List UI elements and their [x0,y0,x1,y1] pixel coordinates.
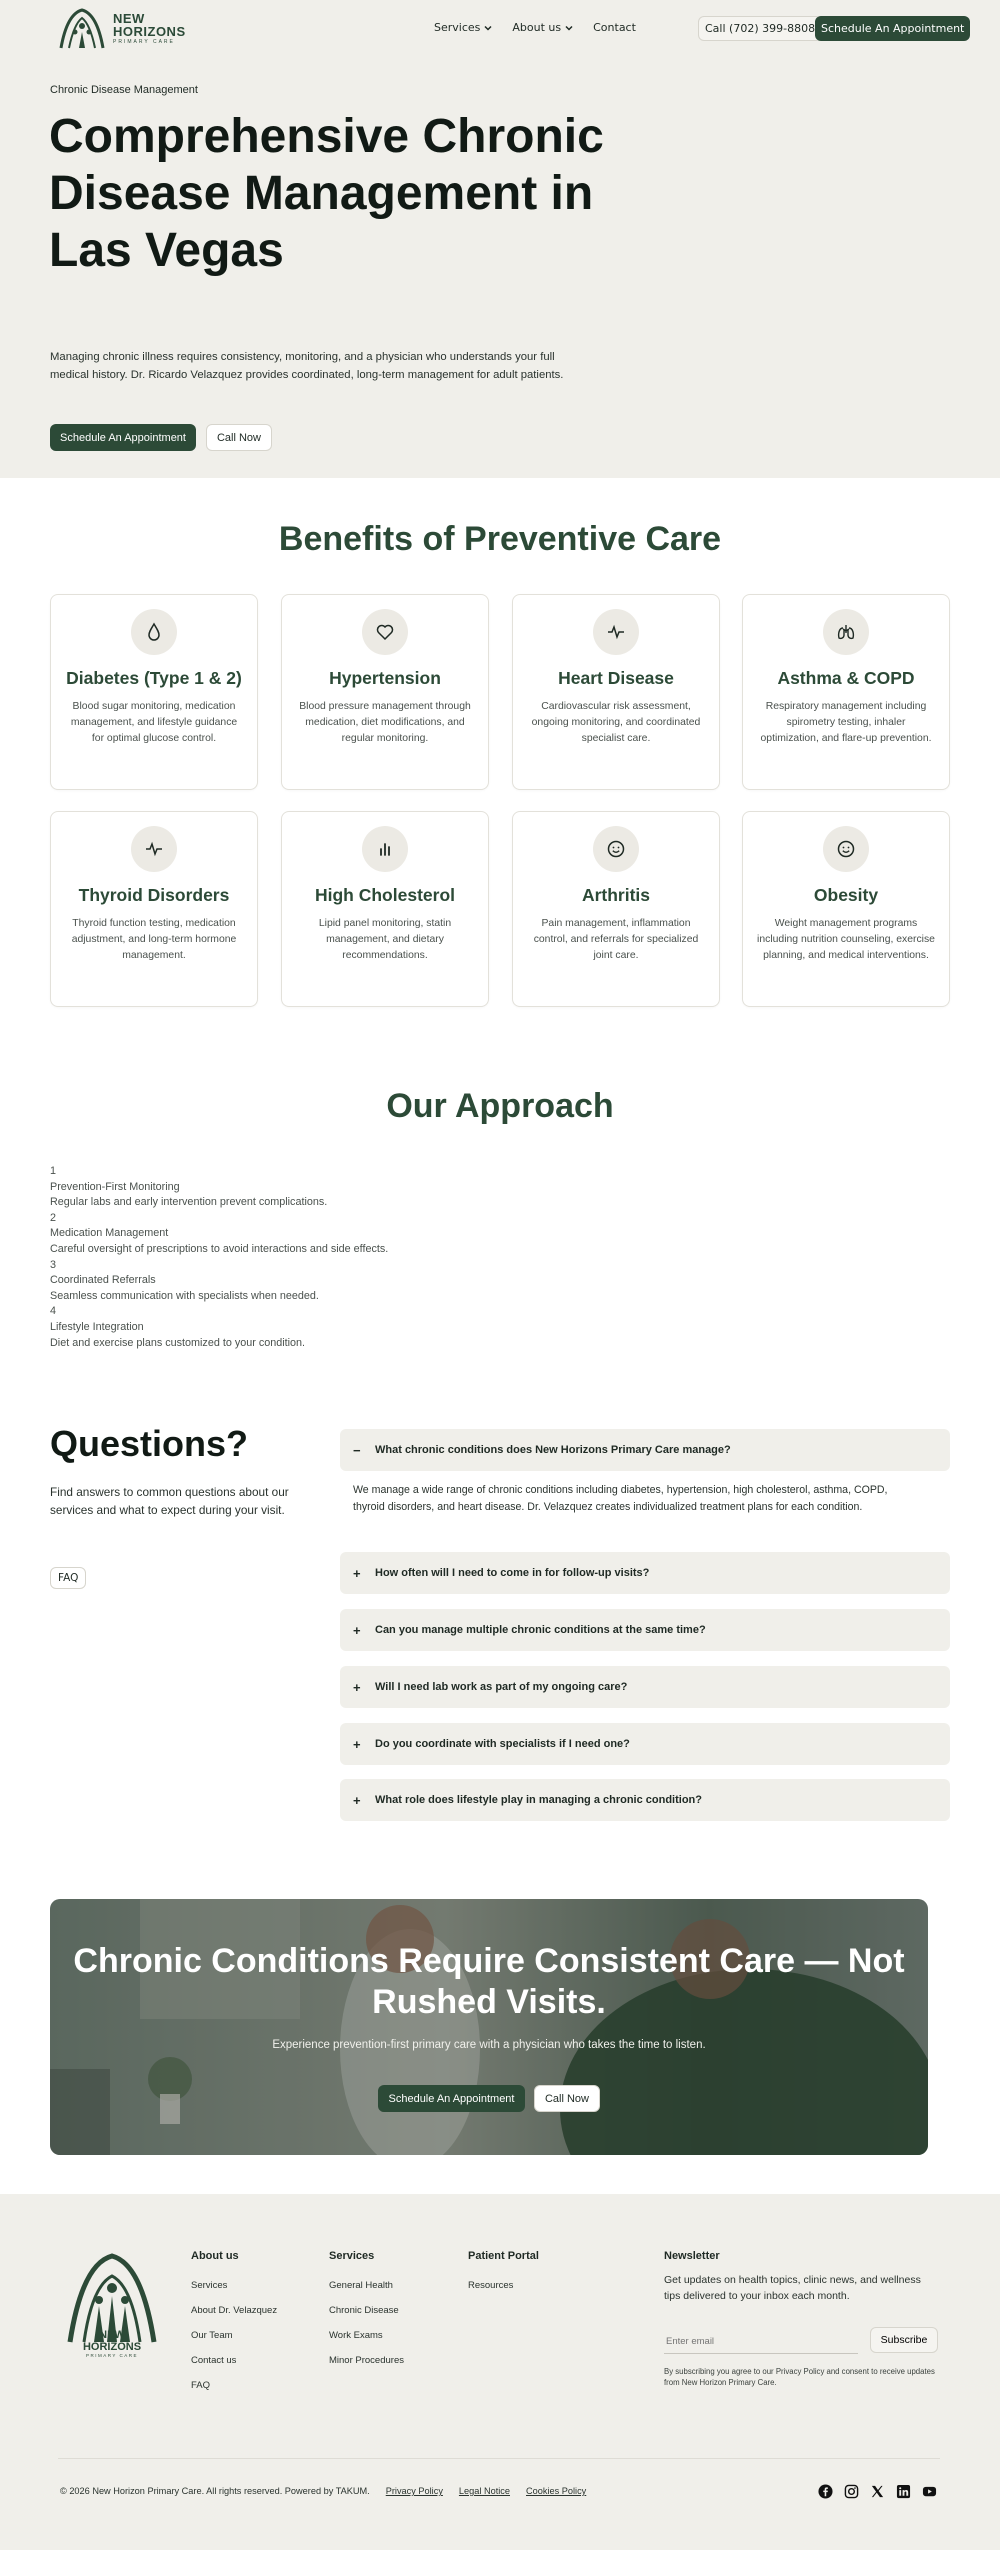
card-title: Hypertension [329,668,441,688]
footer-column-patient-portal [468,2250,539,2305]
schedule-appointment-button[interactable]: Schedule An Appointment [815,16,970,41]
legal-notice-link[interactable]: Legal Notice [458,2486,510,2496]
step-description: Diet and exercise plans customized to your condition. [50,1336,306,1349]
logo-wordmark [64,2328,160,2358]
step-title: Prevention-First Monitoring [50,1180,180,1193]
benefit-card-heart-disease [512,594,720,790]
faq-answer: We manage a wide range of chronic conditions including diabetes, hypertension, high cholesterol, asthma, COPD, thyroid disorders, and heart disease. Dr. Velazquez creates individualized treatment plans for each condition. [353,1484,888,1513]
page-title: Comprehensive Chronic Disease Management in Las Vegas [49,110,604,277]
newsletter-title: Newsletter [664,2250,720,2262]
x-icon[interactable] [870,2484,885,2499]
faq-question[interactable] [340,1552,950,1594]
bar-chart-icon [362,826,408,872]
footer-column-heading: Patient Portal [468,2250,539,2262]
step-title: Lifestyle Integration [50,1320,144,1333]
banner-subtitle: Experience prevention-first primary care with a physician who takes the time to listen. [272,2039,706,2051]
footer-link[interactable]: Resources [468,2280,514,2291]
plus-icon: + [353,1622,361,1638]
faq-tag: FAQ [50,1567,86,1589]
social-links [818,2484,937,2499]
benefit-card-cholesterol [281,811,489,1007]
logo-line2: HORIZONS [113,23,186,39]
faq-question-text: How often will I need to come in for follow-up visits? [375,1567,650,1579]
approach-list [50,1164,388,1351]
plus-icon: + [353,1736,361,1752]
subscribe-button[interactable]: Subscribe [870,2327,938,2353]
faq-question-text: Will I need lab work as part of my ongoing care? [375,1681,628,1693]
faq-question[interactable] [340,1779,950,1821]
footer-logo-line3: PRIMARY CARE [85,2353,139,2358]
footer-link[interactable]: Contact us [191,2355,237,2366]
footer-column-about [191,2250,277,2405]
card-title: Arthritis [581,885,651,905]
footer-logo-line1: NEW [99,2329,125,2341]
card-title: High Cholesterol [314,885,455,905]
logo[interactable] [57,6,186,50]
banner-background-image [50,1899,928,2155]
site-footer [0,2194,1000,2550]
footer-link[interactable]: Services [191,2280,228,2291]
nav-about-label: About us [512,21,562,34]
footer-logo[interactable] [64,2250,160,2364]
step-number: 1 [50,1165,57,1177]
footer-link[interactable]: Chronic Disease [329,2305,399,2316]
minus-icon: − [353,1442,361,1458]
footer-link[interactable]: About Dr. Velazquez [191,2305,278,2316]
card-description: Cardiovascular risk assessment, ongoing monitoring, and coordinated specialist care. [531,701,701,744]
nav-services[interactable] [434,21,492,34]
copyright-text: © 2026 New Horizon Primary Care. All rights reserved. Powered by TAKUM. [60,2486,370,2496]
hero-schedule-button[interactable]: Schedule An Appointment [50,424,196,451]
faq-question-open[interactable] [340,1429,950,1471]
plus-icon: + [353,1565,361,1581]
smile-icon [823,826,869,872]
youtube-icon[interactable] [922,2484,937,2499]
footer-bottom-bar [60,2486,586,2496]
step-number: 4 [50,1305,57,1318]
step-title: Medication Management [50,1227,169,1240]
faq-question-text: What role does lifestyle play in managing a chronic condition? [375,1794,702,1806]
site-header [0,0,1000,56]
card-description: Blood sugar monitoring, medication management, and lifestyle guidance for optimal glucose control. [70,701,238,744]
card-description: Weight management programs including nutrition counseling, exercise planning, and medical interventions. [757,918,935,961]
newsletter-email-input[interactable] [664,2330,858,2354]
hero-description: Managing chronic illness requires consistency, monitoring, and a physician who understands your full medical history. Dr. Ricardo Velazquez provides coordinated, long-term management for adult patients. [50,351,564,381]
cookies-policy-link[interactable]: Cookies Policy [526,2486,587,2496]
facebook-icon[interactable] [818,2484,833,2499]
banner-title: Chronic Conditions Require Consistent Care — Not Rushed Visits. [73,1942,905,2021]
footer-logo-line2: HORIZONS [82,2341,142,2353]
chevron-down-icon [565,24,573,32]
benefit-card-diabetes [50,594,258,790]
newsletter-description: Get updates on health topics, clinic news, and wellness tips delivered to your inbox each month. [664,2274,921,2302]
logo-line1: NEW [113,10,145,26]
footer-link[interactable]: FAQ [191,2380,211,2391]
benefit-card-arthritis [512,811,720,1007]
step-title: Coordinated Referrals [50,1274,156,1287]
logo-icon [57,6,107,50]
nav-contact[interactable]: Contact [593,21,636,34]
footer-link[interactable]: General Health [329,2280,393,2291]
smile-icon [593,826,639,872]
droplet-icon [131,609,177,655]
footer-column-heading: About us [191,2250,239,2262]
hero-section [0,56,1000,478]
call-phone-button[interactable]: Call (702) 399-8808 [698,16,822,41]
hero-eyebrow: Chronic Disease Management [50,84,198,96]
pulse-icon [593,609,639,655]
plus-icon: + [353,1792,361,1808]
main-nav [434,21,636,34]
card-title: Obesity [813,885,879,905]
linkedin-icon[interactable] [896,2484,911,2499]
footer-column-services [329,2250,404,2380]
faq-question[interactable] [340,1609,950,1651]
benefit-card-thyroid [50,811,258,1007]
pulse-icon [131,826,177,872]
step-number: 2 [50,1211,57,1224]
banner-call-now-button[interactable]: Call Now [534,2085,600,2112]
cta-banner [50,1899,928,2155]
card-title: Thyroid Disorders [78,885,230,905]
step-description: Regular labs and early intervention prevent complications. [50,1196,328,1209]
chevron-down-icon [484,24,492,32]
faq-question-text: Can you manage multiple chronic conditions at the same time? [375,1624,706,1636]
faq-title: Questions? [50,1423,249,1464]
card-description: Pain management, inflammation control, and referrals for specialized joint care. [533,918,699,961]
faq-question-text: What chronic conditions does New Horizons Primary Care manage? [375,1444,731,1456]
instagram-icon[interactable] [844,2484,859,2499]
privacy-policy-link[interactable]: Privacy Policy [385,2486,443,2496]
nav-about[interactable] [512,21,573,34]
faq-description: Find answers to common questions about our services and what to expect during your visit. [50,1485,289,1517]
benefit-card-obesity [742,811,950,1007]
card-title: Heart Disease [558,668,674,688]
plus-icon: + [353,1679,361,1695]
newsletter-legal-text: By subscribing you agree to our Privacy Policy and consent to receive updates from New Horizon Primary Care. [664,2367,935,2387]
card-description: Lipid panel monitoring, statin management, and dietary recommendations. [318,918,452,961]
card-description: Thyroid function testing, medication adjustment, and long-term hormone management. [71,918,237,961]
step-description: Seamless communication with specialists when needed. [50,1289,319,1302]
hero-call-now-button[interactable]: Call Now [206,424,272,451]
footer-column-heading: Services [329,2250,375,2262]
benefit-card-hypertension [281,594,489,790]
banner-schedule-button[interactable]: Schedule An Appointment [378,2085,525,2112]
footer-link[interactable]: Our Team [191,2330,233,2341]
approach-title: Our Approach [386,1087,614,1125]
card-title: Diabetes (Type 1 & 2) [66,668,242,688]
heart-icon [362,609,408,655]
card-title: Asthma & COPD [777,668,915,688]
faq-question[interactable] [340,1666,950,1708]
lungs-icon [823,609,869,655]
nav-services-label: Services [434,21,481,34]
step-description: Careful oversight of prescriptions to avoid interactions and side effects. [50,1242,389,1255]
faq-question[interactable] [340,1723,950,1765]
faq-question-text: Do you coordinate with specialists if I need one? [375,1738,630,1750]
footer-divider [58,2458,940,2459]
card-description: Respiratory management including spirometry testing, inhaler optimization, and flare-up prevention. [760,701,932,744]
logo-line3: PRIMARY CARE [113,38,175,45]
card-description: Blood pressure management through medication, diet modifications, and regular monitoring. [299,701,471,744]
benefits-title: Benefits of Preventive Care [278,520,722,558]
footer-link[interactable]: Work Exams [329,2330,383,2341]
step-number: 3 [50,1258,57,1271]
benefit-card-asthma [742,594,950,790]
footer-link[interactable]: Minor Procedures [329,2355,404,2366]
